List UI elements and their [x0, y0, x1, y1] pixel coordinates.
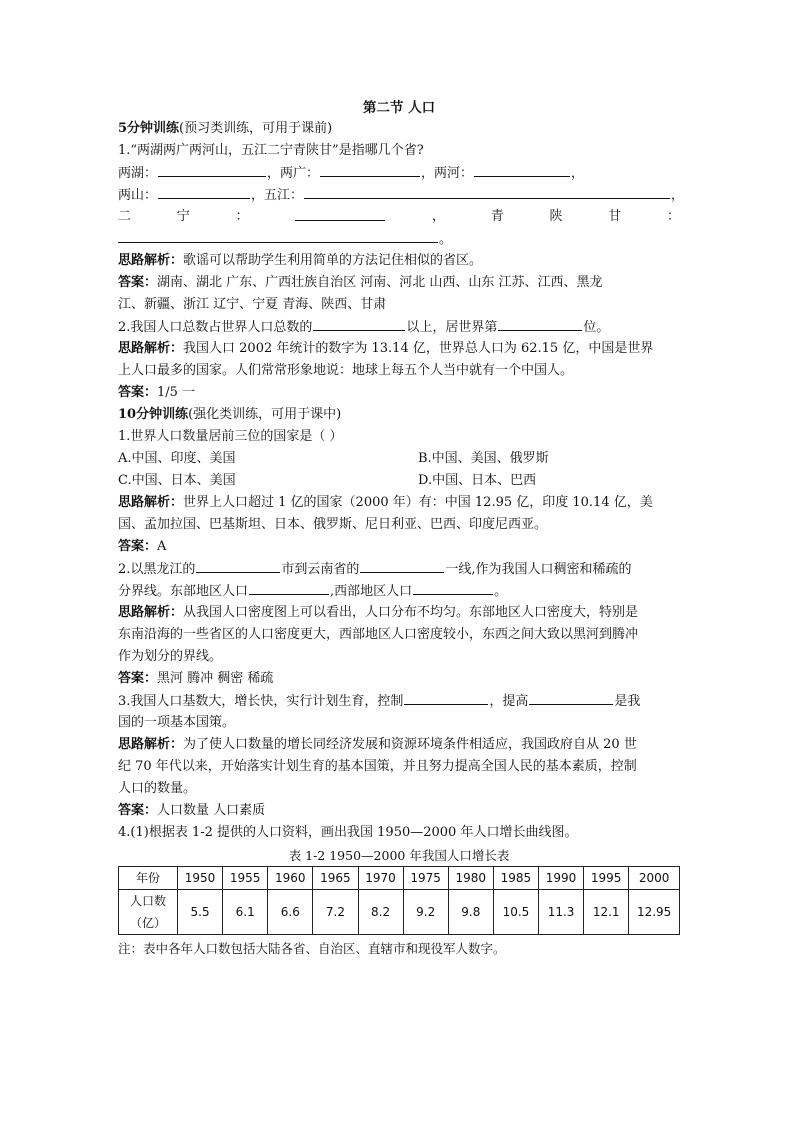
q2-text-b: 以上，居世界第 — [406, 320, 498, 335]
analysis-label: 思路解析： — [118, 737, 184, 752]
table-header-year: 年份 — [119, 867, 178, 890]
population-cell: 6.1 — [223, 890, 268, 935]
answer-text: 人口数量 人口素质 — [157, 803, 266, 818]
answer-text: 黑河 腾冲 稠密 稀疏 — [157, 671, 274, 686]
blank-proportion[interactable] — [313, 316, 405, 331]
population-cell: 7.2 — [313, 890, 358, 935]
s2-question-1-options-cd — [118, 470, 680, 492]
label-lianghu: 两湖： — [118, 166, 158, 181]
question-1-line-3 — [118, 206, 680, 228]
s2-question-1-stem: 1.世界人口数量居前三位的国家是（ ） — [118, 429, 343, 444]
label-qing: 青 — [490, 209, 504, 224]
answer-label: 答案： — [118, 671, 158, 686]
q3-text-b: ，提高 — [489, 694, 529, 709]
s2-question-1-options-ab — [118, 448, 680, 470]
blank-heilongjiang-city[interactable] — [196, 558, 280, 573]
s2-question-1-answer — [118, 536, 680, 558]
blank-east-population[interactable] — [249, 580, 329, 595]
population-label-line-2: （亿） — [129, 916, 166, 930]
s2-question-3-stem-cont: 国的一项基本国策。 — [118, 715, 236, 730]
label-ning: 宁 — [176, 209, 190, 224]
s2-question-3-answer — [118, 800, 680, 822]
population-cell: 12.1 — [584, 890, 629, 935]
population-label-line-1: 人口数 — [129, 894, 166, 908]
blank-qingshangan[interactable] — [118, 228, 438, 243]
section-heading-note: (预习类训练，可用于课前) — [179, 121, 333, 136]
question-1-line-1 — [118, 162, 680, 184]
section-heading-note: (强化类训练，可用于课中) — [188, 407, 342, 422]
question-2-analysis — [118, 338, 680, 360]
population-table — [118, 866, 680, 935]
analysis-text: 歌谣可以帮助学生利用简单的方法记住相似的省区。 — [183, 253, 483, 268]
population-cell: 5.5 — [178, 890, 223, 935]
option-b[interactable]: B.中国、美国、俄罗斯 — [418, 451, 549, 466]
blank-control[interactable] — [404, 690, 488, 705]
question-1-stem: 1.“两湖两广两河山，五江二宁青陕甘”是指哪几个省? — [118, 143, 424, 158]
year-cell: 2000 — [629, 867, 680, 890]
section-heading-label: 10分钟训练 — [118, 407, 189, 422]
answer-label: 答案： — [118, 275, 158, 290]
q2-text-b: 市到云南省的 — [281, 562, 360, 577]
colon: ： — [235, 209, 249, 224]
s2-question-4-stem: 4.(1)根据表 1-2 提供的人口资料，画出我国 1950—2000 年人口增长曲线图。 — [118, 825, 578, 840]
population-cell: 8.2 — [358, 890, 403, 935]
blank-lianggguang[interactable] — [320, 162, 420, 177]
section-heading-5min — [118, 118, 680, 140]
table-note: 注：表中各年人口数包括大陆各省、自治区、直辖市和现役军人数字。 — [118, 941, 506, 956]
q2-text-a: 2.以黑龙江的 — [118, 562, 196, 577]
q2-text-a: 2.我国人口总数占世界人口总数的 — [118, 320, 313, 335]
year-cell: 1950 — [178, 867, 223, 890]
question-2-answer — [118, 382, 680, 404]
question-1-answer — [118, 272, 680, 294]
population-cell: 12.95 — [629, 890, 680, 935]
table-row-population — [119, 890, 680, 935]
blank-improve[interactable] — [529, 690, 613, 705]
comma: ， — [571, 166, 585, 181]
question-2-stem — [118, 316, 680, 338]
analysis-label: 思路解析： — [118, 605, 184, 620]
s2-question-2-analysis-cont2: 作为划分的界线。 — [118, 649, 223, 664]
comma: ， — [671, 188, 685, 203]
label-shan: 陕 — [549, 209, 563, 224]
question-1-line-4 — [118, 228, 680, 250]
s2-question-3-stem — [118, 690, 680, 712]
q3-text-a: 3.我国人口基数大，增长快，实行计划生育，控制 — [118, 694, 404, 709]
s2-question-2-analysis-cont: 东南沿海的一些省区的人口密度更大，西部地区人口密度较小，东西之间大致以黑河到腾冲 — [118, 627, 639, 642]
table-caption: 表 1-2 1950—2000 年我国人口增长表 — [288, 848, 510, 863]
question-2-analysis-cont: 上人口最多的国家。人们常常形象地说：地球上每五个人当中就有一个中国人。 — [118, 363, 574, 378]
table-row-years — [119, 867, 680, 890]
population-cell: 10.5 — [493, 890, 538, 935]
comma: ， — [431, 209, 445, 224]
s2-question-3-analysis-cont2: 人口的数量。 — [118, 781, 197, 796]
year-cell: 1980 — [448, 867, 493, 890]
q2-text-c: 位。 — [583, 320, 610, 335]
answer-text: 1/5 一 — [157, 385, 196, 400]
analysis-label: 思路解析： — [118, 341, 184, 356]
answer-label: 答案： — [118, 385, 158, 400]
q2-text-d: 分界线。东部地区人口 — [118, 584, 249, 599]
label-gan: 甘 — [608, 209, 622, 224]
label-liangshan: 两山： — [118, 188, 158, 203]
q2-text-c: 一线,作为我国人口稠密和稀疏的 — [445, 562, 632, 577]
blank-liangshan[interactable] — [158, 184, 250, 199]
answer-label: 答案： — [118, 539, 158, 554]
section-heading-10min — [118, 404, 680, 426]
question-1-answer-cont: 江、新疆、浙江 辽宁、宁夏 青海、陕西、甘肃 — [118, 297, 387, 312]
page-title: 第二节 人口 — [362, 100, 436, 116]
blank-lianghu[interactable] — [158, 162, 266, 177]
population-cell: 9.2 — [403, 890, 448, 935]
section-heading-label: 5分钟训练 — [118, 121, 180, 136]
s2-question-3-analysis-cont: 纪 70 年代以来，开始落实计划生育的基本国策，并且努力提高全国人民的基本素质，控制 — [118, 759, 637, 774]
s2-question-2-stem — [118, 558, 680, 580]
option-c[interactable]: C.中国、日本、美国 — [118, 473, 236, 488]
year-cell: 1975 — [403, 867, 448, 890]
label-wujiang: ，五江： — [251, 188, 304, 203]
analysis-label: 思路解析： — [118, 495, 184, 510]
s2-question-1-analysis-cont: 国、孟加拉国、巴基斯坦、日本、俄罗斯、尼日利亚、巴西、印度尼西亚。 — [118, 517, 548, 532]
answer-text: A — [157, 539, 167, 554]
worksheet-page — [118, 98, 685, 959]
blank-rank[interactable] — [498, 316, 582, 331]
blank-lianghe[interactable] — [474, 162, 570, 177]
year-cell: 1960 — [268, 867, 313, 890]
q2-text-e: ,西部地区人口 — [330, 584, 413, 599]
period: 。 — [439, 232, 453, 247]
analysis-text: 为了使人口数量的增长同经济发展和资源环境条件相适应，我国政府自从 20 世 — [183, 737, 637, 752]
colon: ： — [666, 209, 680, 224]
s2-question-1-analysis — [118, 492, 680, 514]
analysis-text: 从我国人口密度图上可以看出，人口分布不均匀。东部地区人口密度大，特别是 — [183, 605, 639, 620]
year-cell: 1955 — [223, 867, 268, 890]
blank-yunnan-city[interactable] — [360, 558, 444, 573]
question-1-line-2 — [118, 184, 685, 206]
s2-question-2-analysis — [118, 602, 680, 624]
s2-question-2-answer — [118, 668, 680, 690]
population-cell: 11.3 — [539, 890, 584, 935]
year-cell: 1985 — [493, 867, 538, 890]
q3-text-c: 是我 — [614, 694, 641, 709]
year-cell: 1965 — [313, 867, 358, 890]
label-lianggguang: ，两广： — [267, 166, 320, 181]
analysis-text: 我国人口 2002 年统计的数字为 13.14 亿，世界总人口为 62.15 亿，中国是世界 — [183, 341, 654, 356]
blank-wujiang[interactable] — [304, 184, 670, 199]
question-1-analysis — [118, 250, 680, 272]
year-cell: 1970 — [358, 867, 403, 890]
label-er: 二 — [118, 209, 132, 224]
s2-question-2-stem-cont — [118, 580, 680, 602]
s2-question-3-analysis — [118, 734, 680, 756]
blank-west-population[interactable] — [413, 580, 493, 595]
answer-label: 答案： — [118, 803, 158, 818]
year-cell: 1990 — [539, 867, 584, 890]
population-cell: 9.8 — [448, 890, 493, 935]
analysis-text: 世界上人口超过 1 亿的国家（2000 年）有：中国 12.95 亿，印度 10.14 亿，美 — [183, 495, 653, 510]
option-d[interactable]: D.中国、日本、巴西 — [418, 473, 537, 488]
analysis-label: 思路解析： — [118, 253, 184, 268]
blank-erning[interactable] — [295, 206, 385, 221]
option-a[interactable]: A.中国、印度、美国 — [118, 451, 236, 466]
year-cell: 1995 — [584, 867, 629, 890]
population-cell: 6.6 — [268, 890, 313, 935]
q2-text-f: 。 — [494, 584, 508, 599]
table-header-population — [119, 890, 178, 935]
label-lianghe: ，两河： — [421, 166, 474, 181]
answer-text: 湖南、湖北 广东、广西壮族自治区 河南、河北 山西、山东 江苏、江西、黑龙 — [157, 275, 603, 290]
